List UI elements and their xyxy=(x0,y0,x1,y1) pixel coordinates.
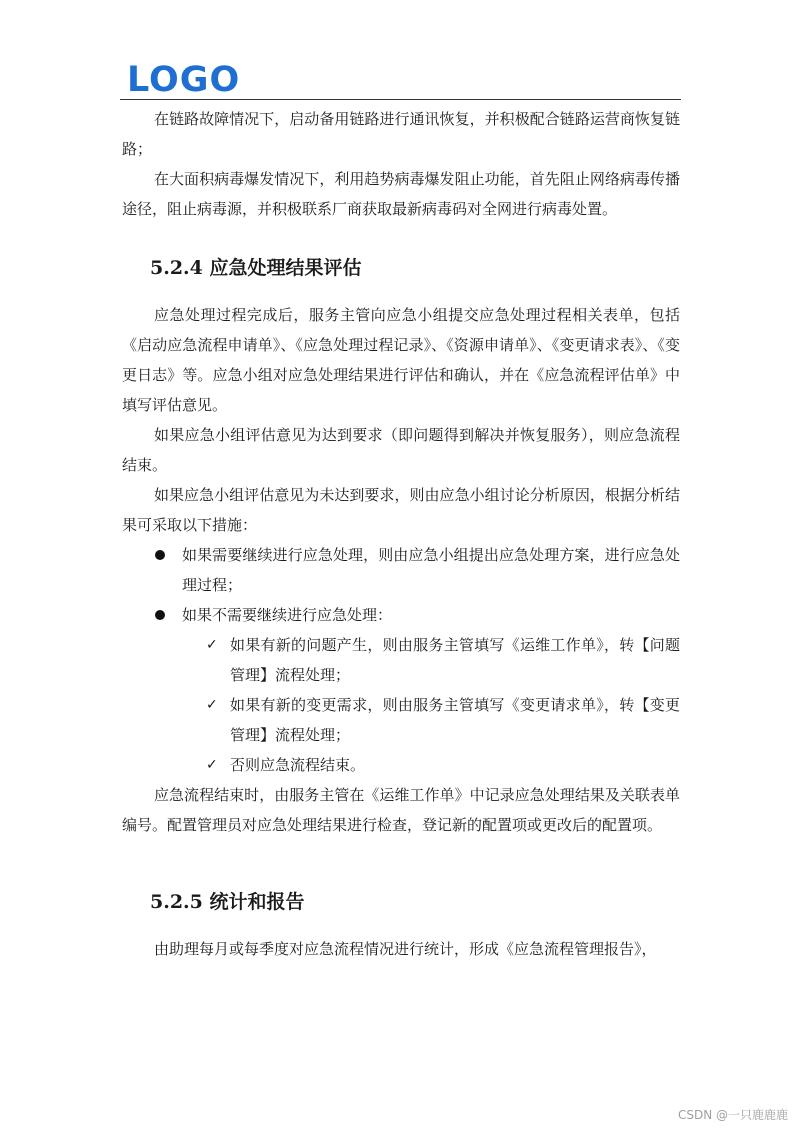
paragraph: 应急处理过程完成后，服务主管向应急小组提交应急处理过程相关表单，包括《启动应急流程申请单》、《应急处理过程记录》、《资源申请单》、《变更请求表》、《变更日志》等。应急小组对应急处理结果进行评估和确认，并在《应急流程评估单》中填写评估意见。 xyxy=(122,306,680,414)
checkmark-icon: ✓ xyxy=(206,757,218,773)
paragraph: 如果应急小组评估意见为未达到要求，则由应急小组讨论分析原因，根据分析结果可采取以下措施： xyxy=(122,486,680,534)
closing-paragraph: 应急流程结束时，由服务主管在《运维工作单》中记录应急处理结果及关联表单编号。配置管理员对应急处理结果进行检查，登记新的配置项或更改后的配置项。 xyxy=(122,786,680,834)
paragraph: 由助理每月或每季度对应急流程情况进行统计，形成《应急流程管理报告》， xyxy=(154,940,657,958)
check-text: 否则应急流程结束。 xyxy=(230,756,366,774)
intro-paragraph-2: 在大面积病毒爆发情况下，利用趋势病毒爆发阻止功能，首先阻止网络病毒传播途径，阻止病毒源，并积极联系厂商获取最新病毒码对全网进行病毒处置。 xyxy=(122,170,680,218)
checkmark-icon: ✓ xyxy=(206,637,218,653)
section-heading-5-2-5: 5.2.5 统计和报告 xyxy=(150,891,305,913)
logo: LOGO xyxy=(127,60,241,100)
bullet-item xyxy=(122,540,680,600)
paragraph: 如果应急小组评估意见为达到要求（即问题得到解决并恢复服务），则应急流程结束。 xyxy=(122,426,680,474)
section-heading-5-2-4: 5.2.4 应急处理结果评估 xyxy=(150,257,362,279)
check-item xyxy=(122,750,680,780)
bullet-dot-icon xyxy=(155,610,165,620)
check-text: 如果有新的变更需求，则由服务主管填写《变更请求单》，转【变更管理】流程处理； xyxy=(230,696,680,744)
bullet-text: 如果不需要继续进行应急处理： xyxy=(182,606,393,624)
bullet-text: 如果需要继续进行应急处理，则由应急小组提出应急处理方案，进行应急处理过程； xyxy=(182,546,680,594)
check-item xyxy=(122,630,680,690)
document-body xyxy=(122,104,680,964)
watermark: CSDN @一只鹿鹿鹿 xyxy=(677,1108,788,1122)
bullet-item xyxy=(122,600,680,630)
check-item xyxy=(122,690,680,750)
header-divider xyxy=(120,99,681,100)
bullet-dot-icon xyxy=(155,550,165,560)
intro-paragraph-1: 在链路故障情况下，启动备用链路进行通讯恢复，并积极配合链路运营商恢复链路； xyxy=(122,110,680,158)
check-text: 如果有新的问题产生，则由服务主管填写《运维工作单》，转【问题管理】流程处理； xyxy=(230,636,680,684)
checkmark-icon: ✓ xyxy=(206,697,218,713)
